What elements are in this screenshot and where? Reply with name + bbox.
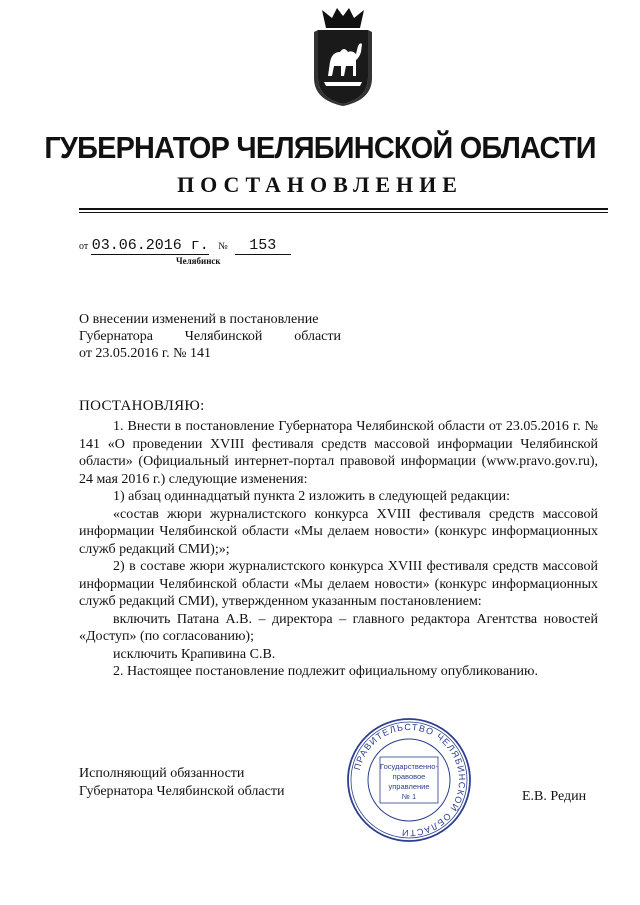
signatory-name: Е.В. Редин (522, 789, 587, 804)
signatory-position (79, 765, 284, 801)
date-number-line (79, 237, 291, 255)
body-paragraph: 1) абзац одиннадцатый пункта 2 изложить в следующей редакции: (113, 489, 511, 504)
document-number: 153 (235, 237, 291, 255)
official-stamp (346, 717, 472, 843)
signatory-line: Губернатора Челябинской области (79, 784, 285, 799)
body-paragraph: 2) в составе жюри журналистского конкурса XVIII фестиваля средств массовой информации Челябинской области «Мы делаем новости» (конкурс информационных служб редакций СМИ), утвержденном указанным постановлением: (79, 559, 598, 609)
body-paragraph: включить Патана А.В. – директора – главного редактора Агентства новостей «Доступ» (по согласованию); (79, 611, 598, 644)
stamp-center-line: № 1 (401, 792, 417, 801)
document-subject (79, 311, 341, 362)
document-body (79, 418, 598, 681)
signatory-line: Исполняющий обязанности (79, 766, 245, 781)
coat-of-arms-emblem (304, 6, 382, 106)
header-rule-thin (79, 212, 608, 213)
stamp-center-line: управление (388, 782, 430, 791)
stamp-ring-text: ПРАВИТЕЛЬСТВО ЧЕЛЯБИНСКОЙ ОБЛАСТИ (352, 721, 468, 839)
subject-line: О внесении изменений в постановление (79, 312, 319, 327)
subject-line: Губернатора Челябинской области (79, 329, 341, 344)
body-paragraph: исключить Крапивина С.В. (113, 646, 276, 662)
body-paragraph: «состав жюри журналистского конкурса XVIII фестиваля средств массовой информации Челябинской области «Мы делаем новости» (конкурс информационных служб редакций СМИ);»; (79, 506, 598, 557)
header-rule (79, 208, 608, 210)
date-prefix: от (79, 241, 89, 252)
document-type: ПОСТАНОВЛЕНИЕ (177, 172, 463, 197)
body-paragraph: 2. Настоящее постановление подлежит официальному опубликованию. (113, 664, 538, 679)
number-prefix: № (218, 241, 228, 252)
page-title: ГУБЕРНАТОР ЧЕЛЯБИНСКОЙ ОБЛАСТИ (44, 130, 596, 165)
resolve-heading: ПОСТАНОВЛЯЮ: (79, 398, 205, 414)
stamp-center-line: Государственно- (380, 762, 438, 771)
city: Челябинск (176, 256, 221, 266)
body-paragraph: 1. Внести в постановление Губернатора Челябинской области от 23.05.2016 г. № 141 «О проведении XVIII фестиваля средств массовой информации Челябинской области» (Официальный интернет-портал правовой информации (www.pravo.gov.ru), 24 мая 2016 г.) следующие изменения: (79, 419, 598, 487)
document-date: 03.06.2016 г. (91, 237, 209, 254)
stamp-center-line: правовое (392, 772, 426, 781)
subject-line: от 23.05.2016 г. № 141 (79, 346, 211, 361)
